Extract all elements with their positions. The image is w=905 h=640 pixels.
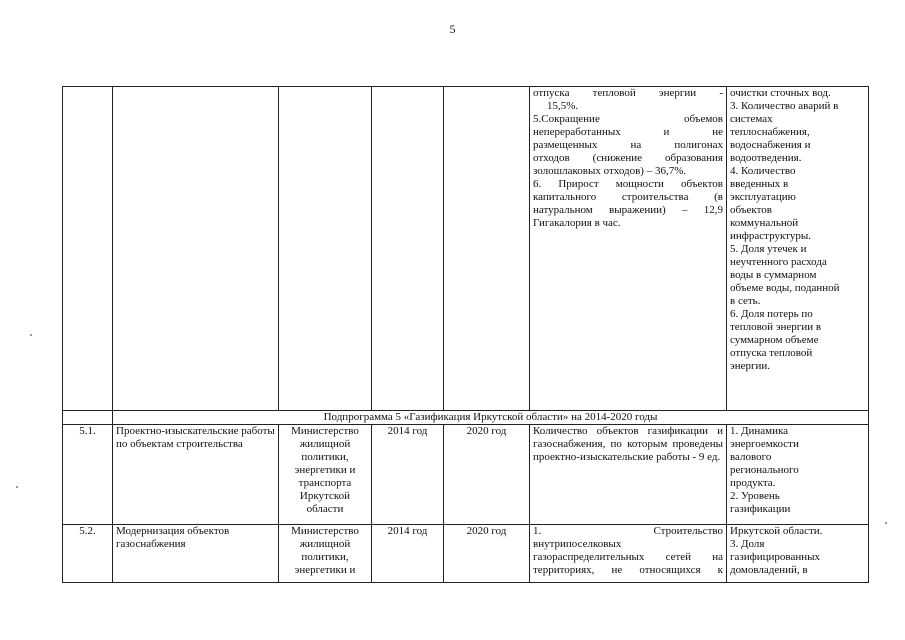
activity-name: Проектно-изыскательские работы по объектам строительства — [113, 425, 279, 525]
indicators-cell: отпуска тепловой энергии - 15,5%. 5.Сокращение объемов непереработанных и не размещенных на полигонах отходов (снижение образования золошлаковых отходов) – 36,7%. 6. Прирост мощности объектов капитального строительства (в натуральном выражении) – 12,9 Гигакалория в час. — [530, 87, 727, 411]
executor: Министерство жилищной политики, энергетики и — [279, 525, 372, 583]
start-year: 2014 год — [372, 425, 444, 525]
indicator: 1. Строительство внутрипоселковых газораспределительных сетей на территориях, не относящихся к — [530, 525, 727, 583]
end-year: 2020 год — [444, 425, 530, 525]
executor: Министерство жилищной политики, энергетики и транспорта Иркутской области — [279, 425, 372, 525]
indicator: Количество объектов газификации и газоснабжения, по которым проведены проектно-изыскательские работы - 9 ед. — [530, 425, 727, 525]
activity-name: Модернизация объектов газоснабжения — [113, 525, 279, 583]
row-number: 5.1. — [63, 425, 113, 525]
scan-speck — [885, 522, 887, 524]
table-row — [63, 525, 869, 583]
subprogram-header-row — [63, 411, 869, 425]
results-cell: Иркутской области. 3. Доля газифицированных домовладений, в — [727, 525, 869, 583]
subprogram-title: Подпрограмма 5 «Газификация Иркутской области» на 2014-2020 годы — [113, 411, 869, 425]
continuation-row — [63, 87, 869, 411]
end-year: 2020 год — [444, 525, 530, 583]
row-number: 5.2. — [63, 525, 113, 583]
page-number: 5 — [449, 22, 456, 36]
scan-speck — [16, 486, 18, 488]
scan-speck — [30, 334, 32, 336]
results-cell: очистки сточных вод. 3. Количество аварий в системах теплоснабжения, водоснабжения и водоотведения. 4. Количество введенных в эксплуатацию объектов коммунальной инфраструктуры. 5. Доля утечек и неучтенного расхода воды в суммарном объеме воды, поданной в сеть. 6. Доля потерь по тепловой энергии в суммарном объеме отпуска тепловой энергии. — [727, 87, 869, 411]
start-year: 2014 год — [372, 525, 444, 583]
table-row — [63, 425, 869, 525]
results-cell: 1. Динамика энергоемкости валового регионального продукта. 2. Уровень газификации — [727, 425, 869, 525]
program-table — [62, 86, 869, 583]
